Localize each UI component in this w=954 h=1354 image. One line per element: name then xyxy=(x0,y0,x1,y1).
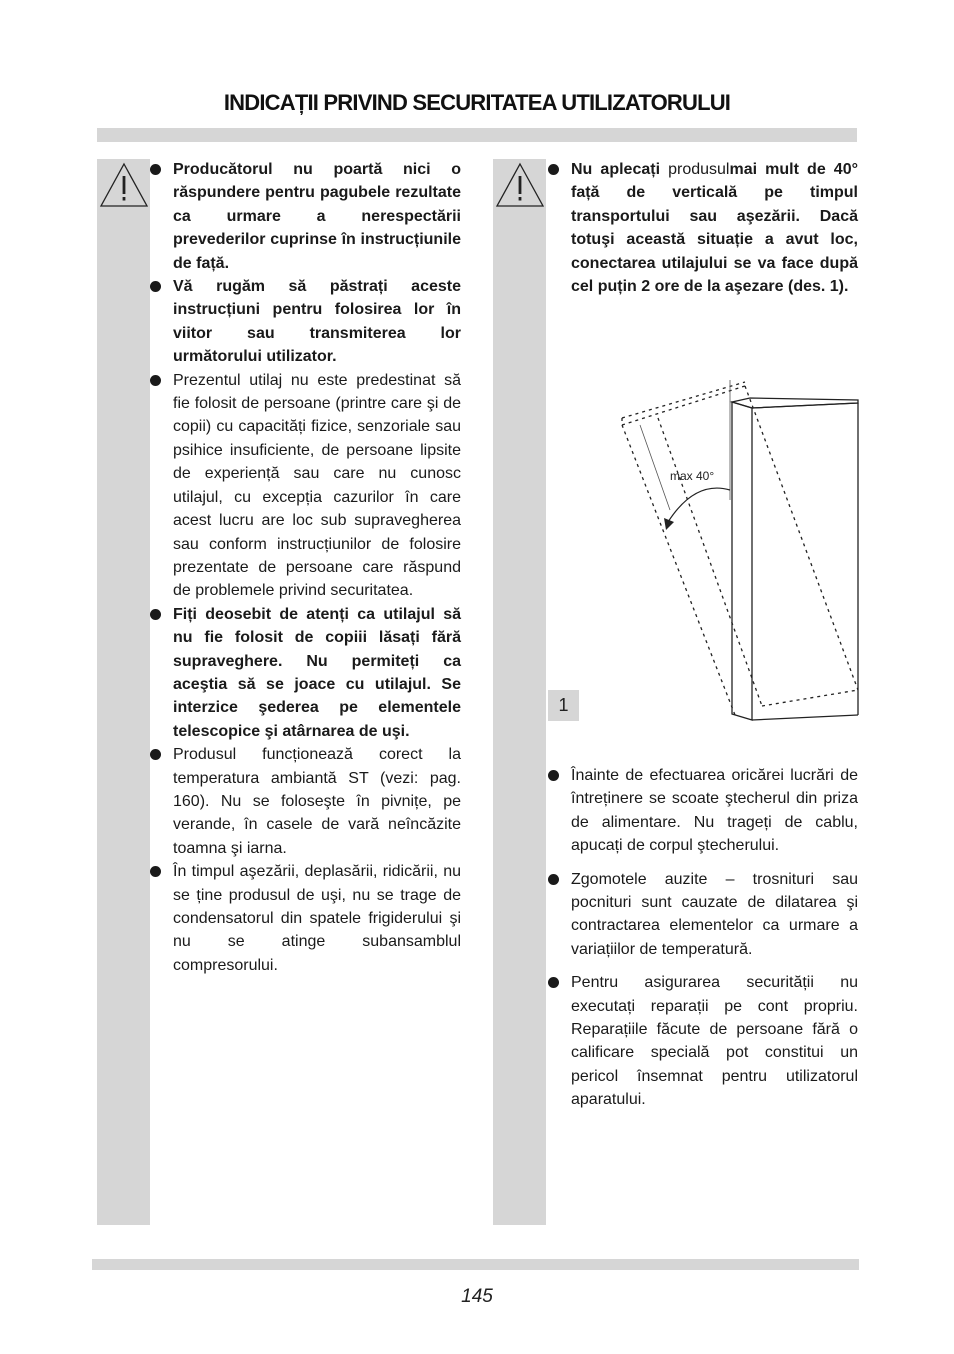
bullet-icon xyxy=(150,866,161,877)
upright-fridge-outline xyxy=(732,398,858,720)
list-item: Zgomotele auzite – trosnituri sau pocnituri sunt cauzate de dilatarea şi contractarea elementelor ca urmare a variațiilor de temperatură. xyxy=(548,868,858,962)
bullet-icon xyxy=(150,375,161,386)
bullet-icon xyxy=(548,874,559,885)
header-divider-bar xyxy=(97,128,857,142)
bullet-icon xyxy=(150,164,161,175)
list-item: Prezentul utilaj nu este predestinat să fie folosit de persoane (printre care şi de copii) cu capacități fizice, senzoriale sau psihice insuficiente, de persoane lipsite de experiență sau care nu cunosc utilajul, cu excepția cazurilor în care acest lucru are loc sub supravegherea sau conform instrucțiunilor de folosire prezentate de persoane care răspund de problemele privind securitatea. xyxy=(150,369,461,603)
fridge-tilt-diagram xyxy=(600,370,865,735)
page-number: 145 xyxy=(461,1286,493,1307)
list-item: În timpul aşezării, deplasării, ridicării, nu se ține produsul de uşi, nu se trage de condensatorul din spatele frigiderului şi nu se atinge subansamblul compresorului. xyxy=(150,860,461,977)
tilt-warning-block xyxy=(548,158,858,298)
footer-divider-bar xyxy=(92,1259,859,1270)
right-column xyxy=(548,764,858,1112)
bullet-icon xyxy=(150,749,161,760)
left-margin-strip xyxy=(97,159,150,1225)
bullet-icon xyxy=(150,281,161,292)
list-item: Producătorul nu poartă nici o răspundere pentru pagubele rezultate ca urmare a nerespectării prevederilor cuprinse în instrucțiunile de față. xyxy=(150,158,461,275)
angle-arc xyxy=(668,488,730,522)
page-title: INDICAȚII PRIVIND SECURITATEA UTILIZATORULUI xyxy=(223,90,731,115)
list-item: Fiți deosebit de atenți ca utilajul să nu fie folosit de copiii lăsați fără supraveghere. Nu permiteți ca aceştia să se joace cu utilajul. Se interzice şederea pe elementele telescopice şi atârnarea de uşi. xyxy=(150,603,461,743)
left-column xyxy=(150,158,461,977)
list-item: Nu aplecați produsulmai mult de 40° față de verticală pe timpul transportului sau aşezării. Dacă totuşi această situație a avut loc, conectarea utilajului se va face după cel puțin 2 ore de la aşezare (des. 1). xyxy=(548,158,858,298)
bullet-icon xyxy=(548,164,559,175)
warning-triangle-icon xyxy=(495,162,545,208)
bullet-icon xyxy=(150,609,161,620)
list-item: Produsul funcționează corect la temperatura ambiantă ST (vezi: pag. 160). Nu se foloseşte în pivnițe, pe verande, în casele de vară neîncăzite toamna şi iarna. xyxy=(150,743,461,860)
list-item: Pentru asigurarea securității nu executați reparații pe cont propriu. Reparațiile făcute de persoane fără o calificare specială pot constitui un pericol însemnat pentru utilizatorul aparatului. xyxy=(548,971,858,1111)
list-item: Vă rugăm să păstrați aceste instrucțiuni pentru folosirea lor în viitor sau transmiterea lor următorului utilizator. xyxy=(150,275,461,369)
bullet-icon xyxy=(548,770,559,781)
max-angle-label: max 40° xyxy=(670,469,715,483)
right-margin-strip xyxy=(493,159,546,1225)
list-item: Înainte de efectuarea oricărei lucrări de întreținere se scoate ştecherul din priza de alimentare. Nu trageți de cablu, apucați de corpul ştecherului. xyxy=(548,764,858,858)
tilted-fridge-outline xyxy=(622,382,858,715)
figure-number: 1 xyxy=(548,690,579,721)
bullet-icon xyxy=(548,977,559,988)
warning-triangle-icon xyxy=(99,162,149,208)
